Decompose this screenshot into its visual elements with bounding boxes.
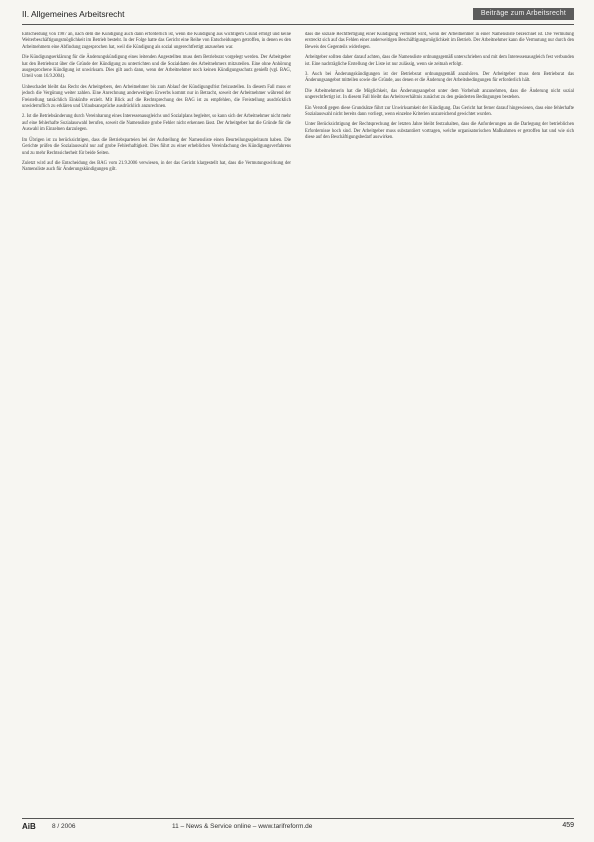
text-columns: [22, 32, 574, 798]
paragraph: Die Kündigungserklärung für die Änderungskündigung eines leitenden Angestellten muss dem Betriebsrat vorgelegt werden. Der Arbeitgeber hat den Betriebsrat über die Gründe der Kündigung zu unterrichten und die Sozialdaten des Arbeitnehmers mitzuteilen. Eine ohne Anhörung ausgesprochene Kündigung ist unwirksam. Dies gilt auch dann, wenn der Arbeitnehmer noch keinen Kündigungsschutz genießt (vgl. BAG, Urteil vom 16.9.2004).: [22, 55, 291, 80]
paragraph: dass die soziale Rechtfertigung einer Kündigung vermutet wird, wenn der Arbeitnehmer in einer Namensliste bezeichnet ist. Die Vermutung erstreckt sich auf das Fehlen einer anderweitigen Beschäftigungsmöglichkeit im Betrieb. Der Arbeitnehmer kann die Vermutung nur durch den Beweis des Gegenteils widerlegen.: [305, 32, 574, 50]
page-number: 459: [562, 822, 574, 829]
page-footer: [22, 818, 574, 833]
paragraph: Unter Berücksichtigung der Rechtsprechung der letzten Jahre bleibt festzuhalten, dass die Anforderungen an die Darlegung der betrieblichen Erfordernisse hoch sind. Der Arbeitgeber muss substantiiert vortragen, welche organisatorischen Maßnahmen er getroffen hat und wie sich diese auf den Beschäftigungsbedarf auswirken.: [305, 122, 574, 141]
section-badge: Beiträge zum Arbeitsrecht: [473, 8, 574, 20]
section-title: II. Allgemeines Arbeitsrecht: [22, 9, 125, 19]
paragraph: 3. Auch bei Änderungskündigungen ist der Betriebsrat ordnungsgemäß anzuhören. Der Arbeitgeber muss dem Betriebsrat das Änderungsangebot mitteilen sowie die Gründe, aus denen er die Änderung der Arbeitsbedingungen für erforderlich hält.: [305, 72, 574, 84]
column-left: [22, 32, 291, 798]
paragraph: Ein Verstoß gegen diese Grundsätze führt zur Unwirksamkeit der Kündigung. Das Gericht hat ferner darauf hingewiesen, dass eine fehlerhafte Sozialauswahl nicht bereits dann vorliegt, wenn einzelne Kriterien unzureichend gewichtet wurden.: [305, 105, 574, 118]
issue-number: 8 / 2006: [52, 823, 76, 830]
paragraph: Im Übrigen ist zu berücksichtigen, dass die Betriebsparteien bei der Aufstellung der Namensliste einen Beurteilungsspielraum haben. Die Gerichte prüfen die Sozialauswahl nur auf grobe Fehlerhaftigkeit. Dies führt zu einer erheblichen Vereinfachung des Kündigungsverfahrens und zu mehr Rechtssicherheit für beide Seiten.: [22, 137, 291, 156]
column-right: [305, 32, 574, 798]
paragraph: Arbeitgeber sollten daher darauf achten, dass die Namensliste ordnungsgemäß unterschrieben und mit dem Interessenausgleich fest verbunden ist. Eine nachträgliche Erstellung der Liste ist nur zulässig, wenn sie zeitnah erfolgt.: [305, 55, 574, 67]
paragraph: Die Arbeitnehmerin hat die Möglichkeit, das Änderungsangebot unter dem Vorbehalt anzunehmen, dass die Änderung nicht sozial ungerechtfertigt ist. In diesem Fall bleibt das Arbeitsverhältnis zunächst zu den geänderten Bedingungen bestehen.: [305, 88, 574, 101]
paragraph: Zuletzt wird auf die Entscheidung des BAG vom 21.9.2006 verwiesen, in der das Gericht klargestellt hat, dass die Vermutungswirkung der Namensliste auch für Änderungskündigungen gilt.: [22, 160, 291, 173]
paragraph: Unbeschadet bleibt das Recht des Arbeitgebers, den Arbeitnehmer bis zum Ablauf der Kündigungsfrist freizustellen. In diesem Fall muss er jedoch die Vergütung weiter zahlen. Eine Anrechnung anderweitigen Erwerbs kommt nur in Betracht, soweit der Arbeitnehmer während der Freistellung tatsächlich Einkünfte erzielt. Mit Blick auf die Rechtsprechung des BAG ist zu empfehlen, die Freistellung ausdrücklich unwiderruflich zu erklären und Urlaubsansprüche ausdrücklich anzurechnen.: [22, 84, 291, 110]
service-line: 11 – News & Service online – www.tarifreform.de: [172, 823, 313, 830]
paragraph: 2. Ist die Betriebsänderung durch Vereinbarung eines Interessenausgleichs und Sozialplans begleitet, so kann sich der Arbeitnehmer nicht mehr auf eine fehlerhafte Sozialauswahl berufen, soweit die Namensliste grobe Fehler nicht erkennen lässt. Der Arbeitgeber hat die Gründe für die Auswahl im Einzelnen darzulegen.: [22, 114, 291, 133]
journal-logo: AiB: [22, 822, 36, 831]
paragraph: Entscheidung von 1987 an, nach dem die Kündigung auch dann erforderlich ist, wenn die Kündigung aus wichtigem Grund erfolgt und keine Weiterbeschäftigungsmöglichkeit im Betrieb besteht. In der Folge hatte das Gericht eine Reihe von Entscheidungen getroffen, in denen es den Arbeitnehmern eine Abfindung zugesprochen hat, weil die Kündigung als sozial ungerechtfertigt anzusehen war.: [22, 32, 291, 50]
page-header: [22, 8, 574, 25]
